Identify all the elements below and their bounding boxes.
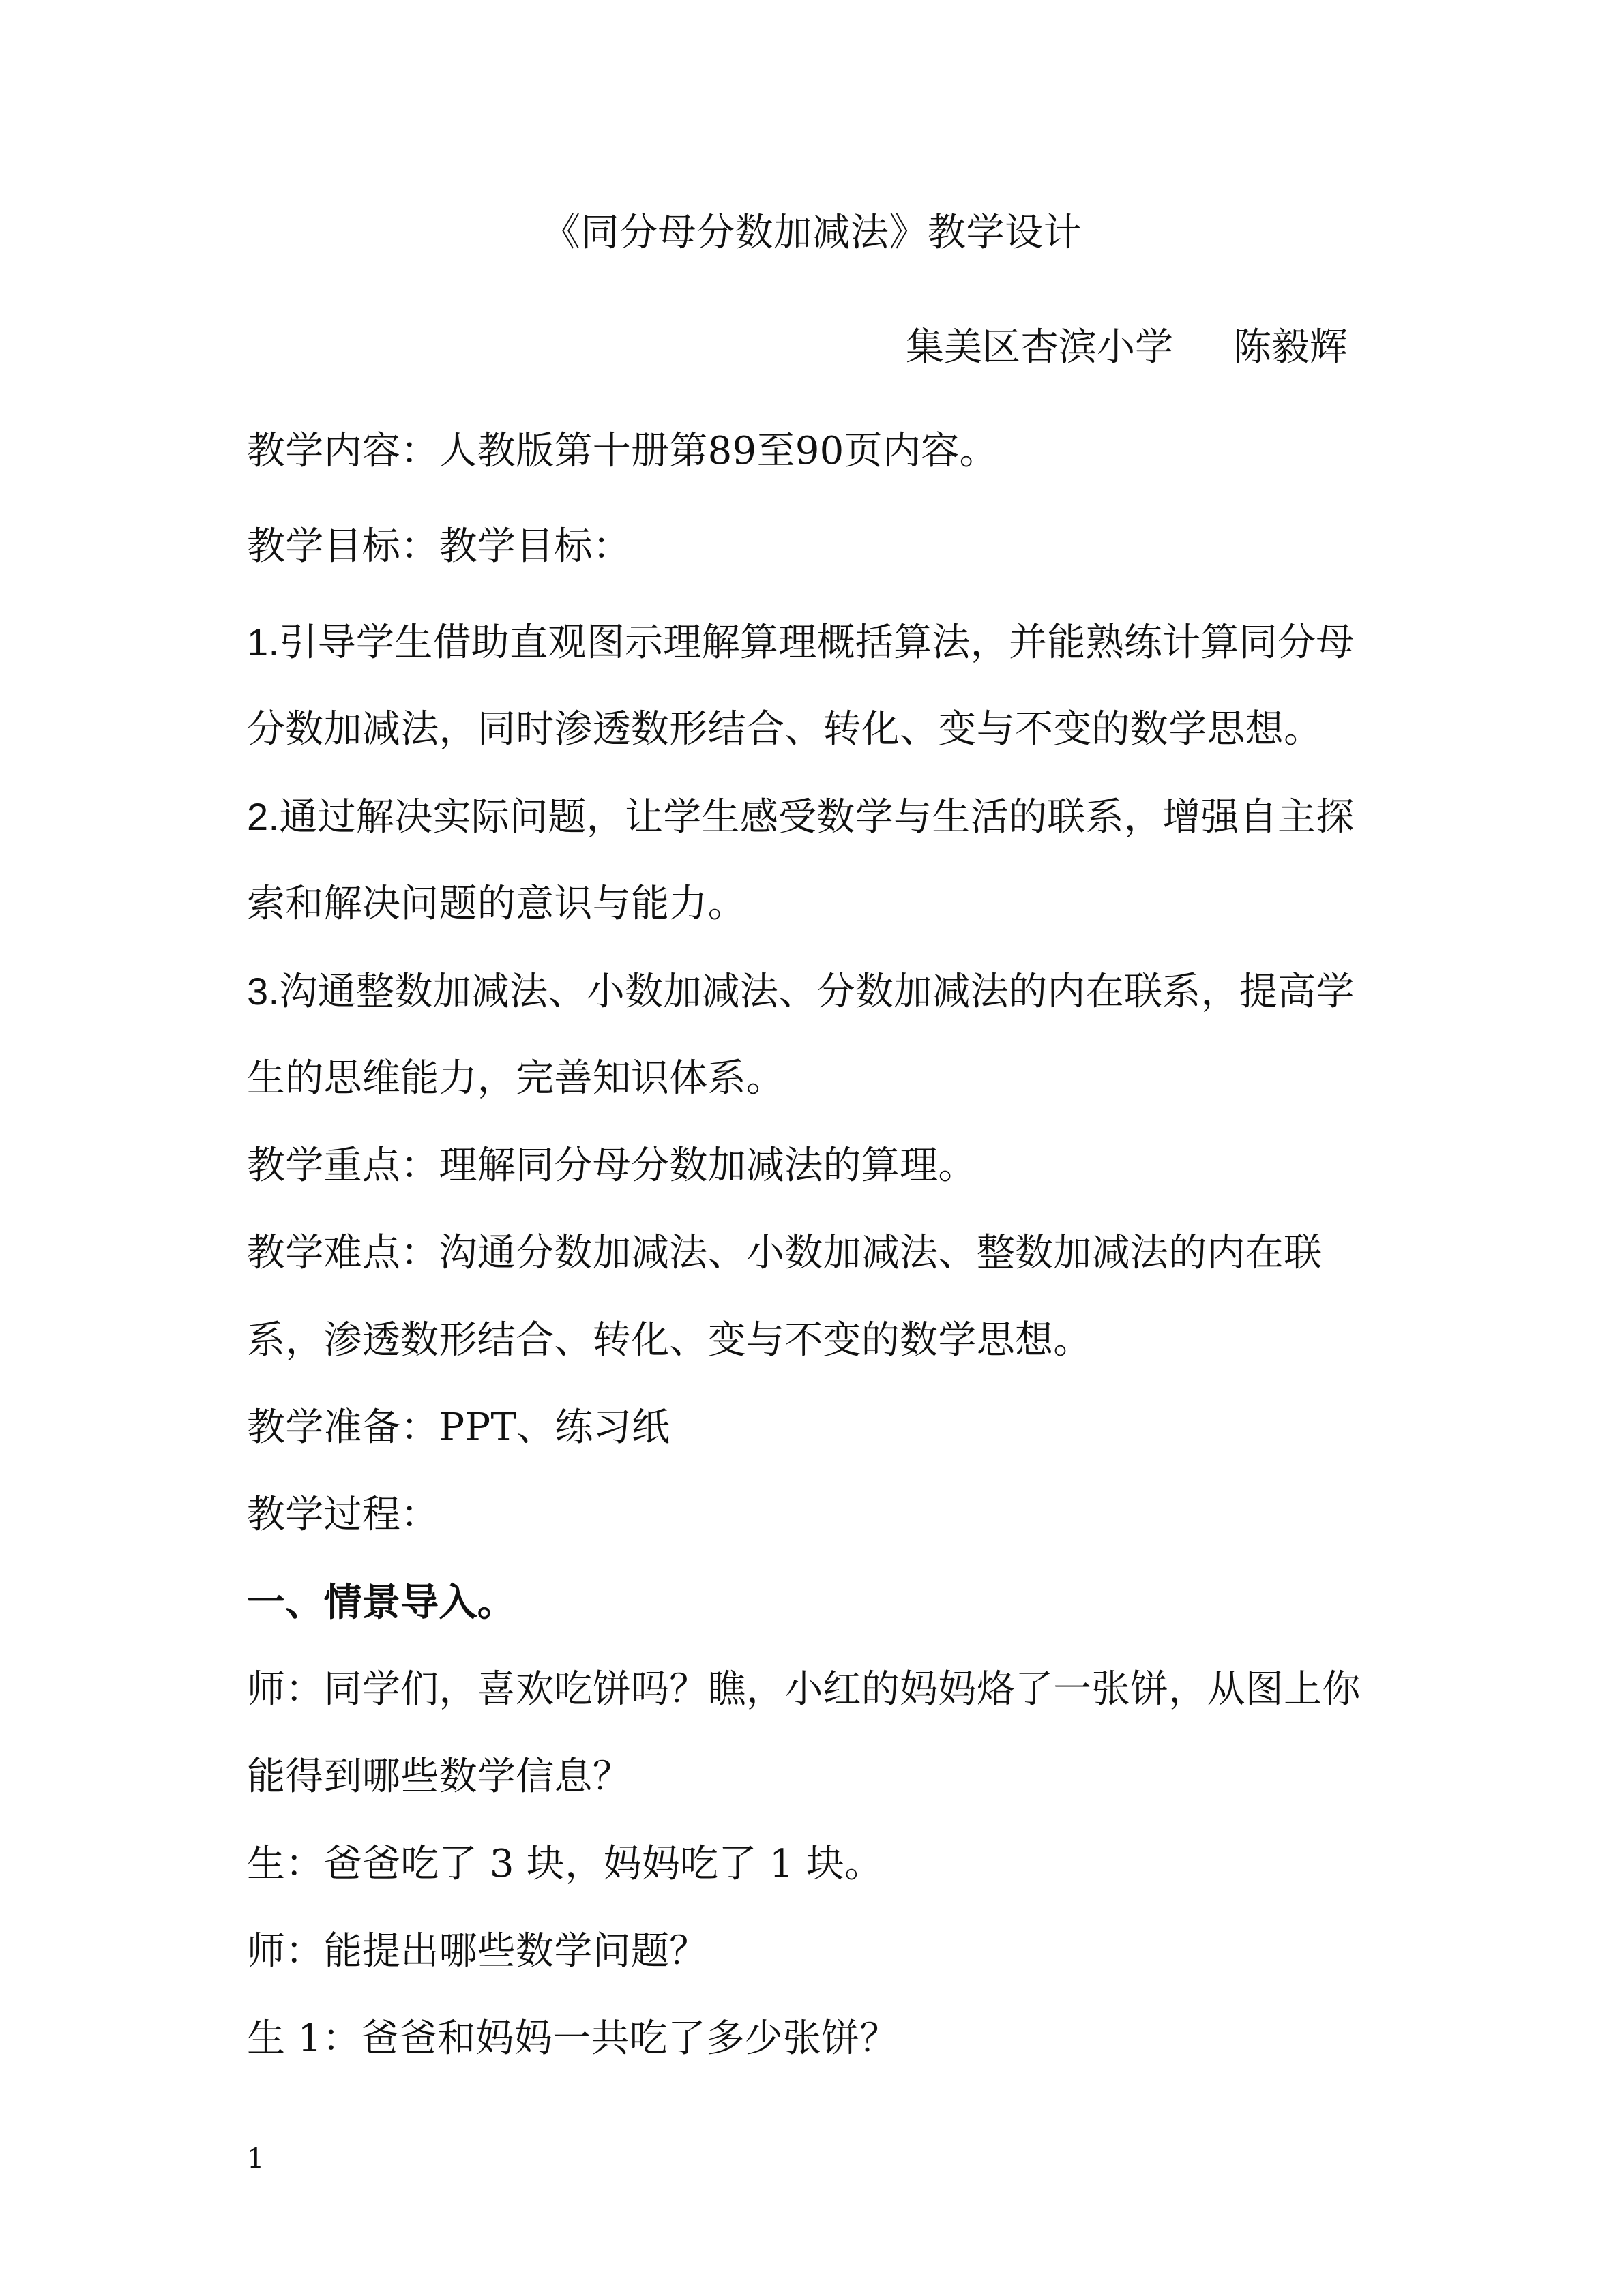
process-heading: 教学过程：	[247, 1493, 439, 1537]
dialogue-line-4: 师：能提出哪些数学问题？	[247, 1929, 708, 1973]
author-school: 集美区杏滨小学	[906, 325, 1173, 370]
difficulty-line-1: 教学难点：沟通分数加减法、小数加减法、整数加减法的内在联	[247, 1231, 1323, 1275]
difficulty-line-2: 系，渗透数形结合、转化、变与不变的数学思想。	[247, 1318, 1092, 1362]
dialogue-line-2: 能得到哪些数学信息？	[247, 1755, 631, 1799]
dialogue-line-3: 生：爸爸吃了 3 块，妈妈吃了 1 块。	[247, 1842, 883, 1886]
teaching-goal-heading: 教学目标：教学目标：	[247, 524, 631, 569]
document-title: 《同分母分数加减法》教学设计	[542, 211, 1082, 255]
goal-2-line-1: 2.通过解决实际问题，让学生感受数学与生活的联系，增强自主探	[247, 795, 1355, 839]
goal-3-line-2: 生的思维能力，完善知识体系。	[247, 1056, 785, 1101]
preparation-line: 教学准备：PPT、练习纸	[247, 1405, 670, 1450]
list-number-2: 2.	[247, 795, 280, 838]
dialogue-line-1: 师：同学们，喜欢吃饼吗？瞧，小红的妈妈烙了一张饼，从图上你	[247, 1667, 1361, 1712]
teaching-content-line: 教学内容：人教版第十册第89至90页内容。	[247, 429, 998, 473]
list-number-1: 1.	[247, 621, 280, 664]
author-line	[906, 320, 1348, 375]
goal-1-line-2: 分数加减法，同时渗透数形结合、转化、变与不变的数学思想。	[247, 707, 1323, 751]
page-number: 1	[247, 2143, 265, 2175]
author-name: 陈毅辉	[1233, 325, 1348, 370]
key-point-line: 教学重点：理解同分母分数加减法的算理。	[247, 1144, 977, 1188]
goal-2-line-2: 索和解决问题的意识与能力。	[247, 882, 746, 926]
goal-3-line-1: 3.沟通整数加减法、小数加减法、分数加减法的内在联系，提高学	[247, 970, 1355, 1014]
dialogue-line-5: 生 1：爸爸和妈妈一共吃了多少张饼？	[247, 2016, 898, 2061]
section-heading-intro: 一、情景导入。	[247, 1580, 516, 1625]
goal-1-line-1: 1.引导学生借助直观图示理解算理概括算法，并能熟练计算同分母	[247, 621, 1355, 665]
list-number-3: 3.	[247, 970, 280, 1013]
